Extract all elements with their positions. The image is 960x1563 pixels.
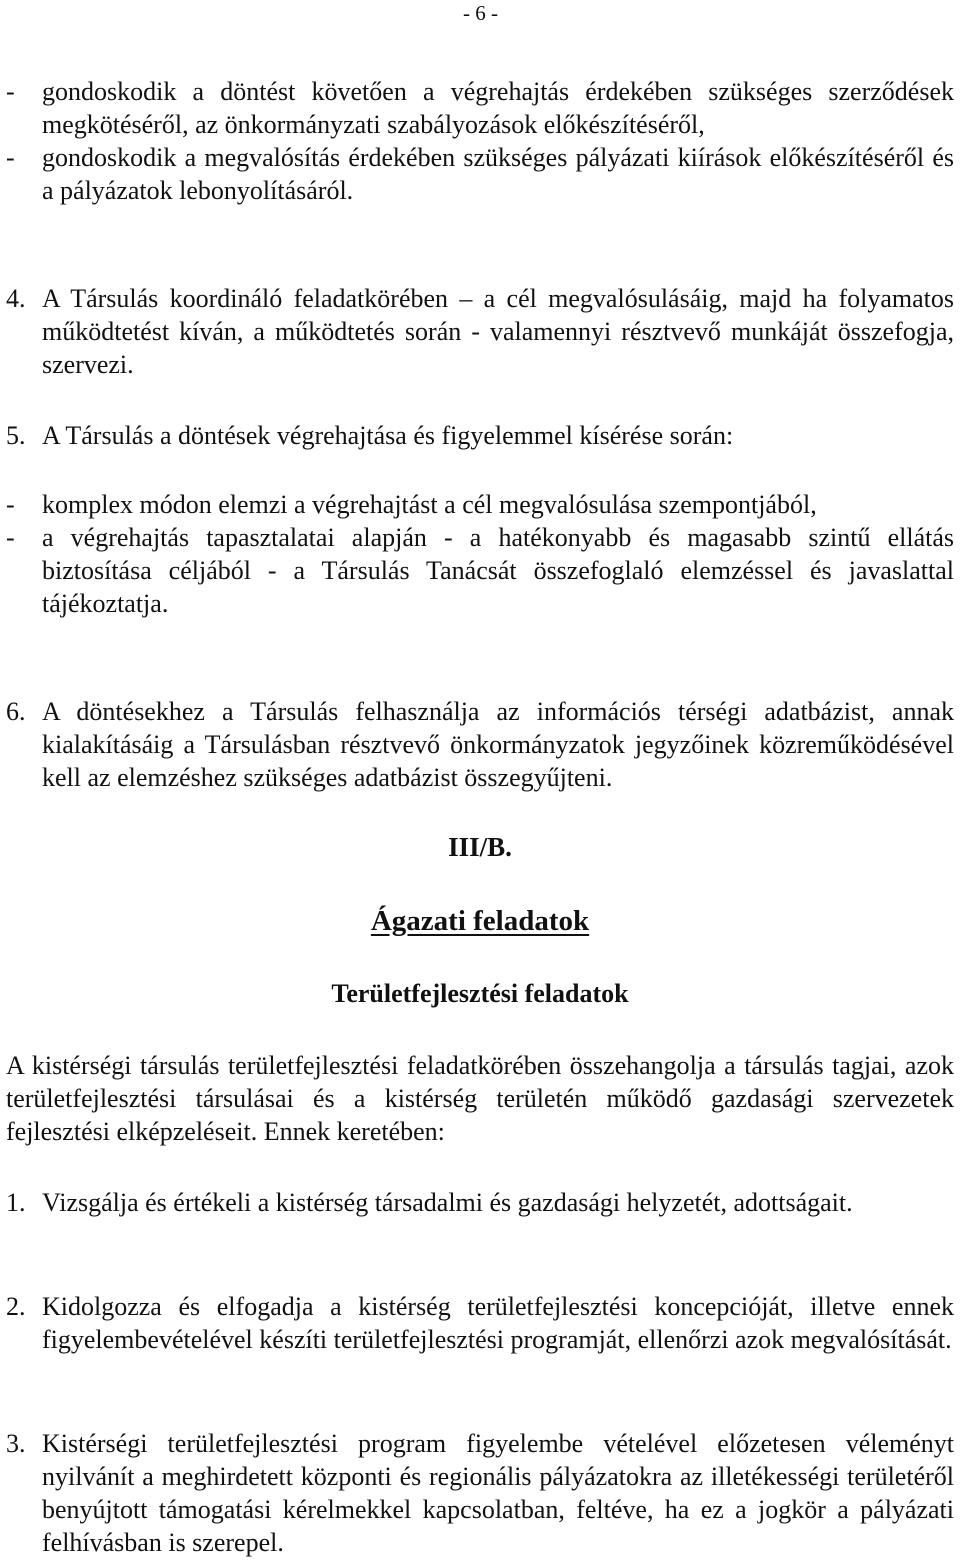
numbered-item [6, 1427, 954, 1559]
list-item [6, 488, 954, 521]
item-number: 1. [6, 1188, 26, 1217]
point-5 [6, 419, 954, 452]
numbered-item [6, 419, 954, 452]
task-2 [6, 1290, 954, 1356]
item-number: 6. [6, 697, 26, 726]
item-number: 5. [6, 421, 26, 450]
list-item [6, 141, 954, 207]
numbered-item [6, 282, 954, 381]
point-4 [6, 282, 954, 381]
numbered-item [6, 695, 954, 794]
subsection-title: Területfejlesztési feladatok [331, 979, 629, 1008]
section-number: III/B. [448, 832, 512, 862]
list-item-text: komplex módon elemzi a végrehajtást a cél megvalósulása szempontjából, [42, 490, 817, 519]
list-item-text: gondoskodik a döntést követően a végrehajtás érdekében szükséges szerződések megkötéséről, az önkormányzati szabályozások előkészítéséről, [42, 77, 954, 139]
item-text: Kistérségi területfejlesztési program figyelembe vételével előzetesen véleményt nyilvánít a meghirdetett központi és regionális pályázatokra az illetékességi területéről benyújtott támogatási kérelmekkel kapcsolatban, feltéve, ha ez a jogkör a pályázati felhívásban is szerepel. [42, 1429, 954, 1557]
numbered-item [6, 1186, 954, 1219]
item-text: Vizsgálja és értékeli a kistérség társadalmi és gazdasági helyzetét, adottságait. [42, 1188, 853, 1217]
item-number: 4. [6, 284, 26, 313]
item-text: A Társulás koordináló feladatkörében – a cél megvalósulásáig, majd ha folyamatos működtetést kíván, a működtetés során - valamennyi résztvevő munkáját összefogja, szervezi. [42, 284, 954, 379]
item-text: A Társulás a döntések végrehajtása és figyelemmel kísérése során: [42, 421, 734, 450]
intro-paragraph: A kistérségi társulás területfejlesztési feladatkörében összehangolja a társulás tagjai, azok területfejlesztési társulásai és a kistérség területén működő gazdasági szervezetek fejlesztési elképzeléseit. Ennek keretében: [6, 1051, 954, 1146]
numbered-item [6, 1290, 954, 1356]
item-number: 2. [6, 1292, 26, 1321]
list-marker: - [6, 77, 15, 106]
list-item [6, 75, 954, 141]
point-5-list [6, 488, 954, 620]
list-marker: - [6, 143, 15, 172]
list-marker: - [6, 490, 15, 519]
list-item-text: a végrehajtás tapasztalatai alapján - a hatékonyabb és magasabb szintű ellátás biztosítása céljából - a Társulás Tanácsát összefoglaló elemzéssel és javaslattal tájékoztatja. [42, 523, 954, 618]
list-item [6, 521, 954, 620]
section-title: Ágazati feladatok [370, 905, 590, 937]
page-number: - 6 - [463, 1, 498, 25]
top-list [6, 75, 954, 207]
point-6 [6, 695, 954, 794]
item-text: A döntésekhez a Társulás felhasználja az információs térségi adatbázist, annak kialakításáig a Társulásban résztvevő önkormányzatok jegyzőinek közreműködésével kell az elemzéshez szükséges adatbázist összegyűjteni. [42, 697, 954, 792]
list-marker: - [6, 523, 15, 552]
task-1 [6, 1186, 954, 1219]
list-item-text: gondoskodik a megvalósítás érdekében szükséges pályázati kiírások előkészítéséről és a pályázatok lebonyolításáról. [42, 143, 954, 205]
item-text: Kidolgozza és elfogadja a kistérség területfejlesztési koncepcióját, illetve ennek figyelembevételével készíti területfejlesztési programját, ellenőrzi azok megvalósítását. [42, 1292, 954, 1354]
item-number: 3. [6, 1429, 26, 1458]
task-3 [6, 1427, 954, 1559]
